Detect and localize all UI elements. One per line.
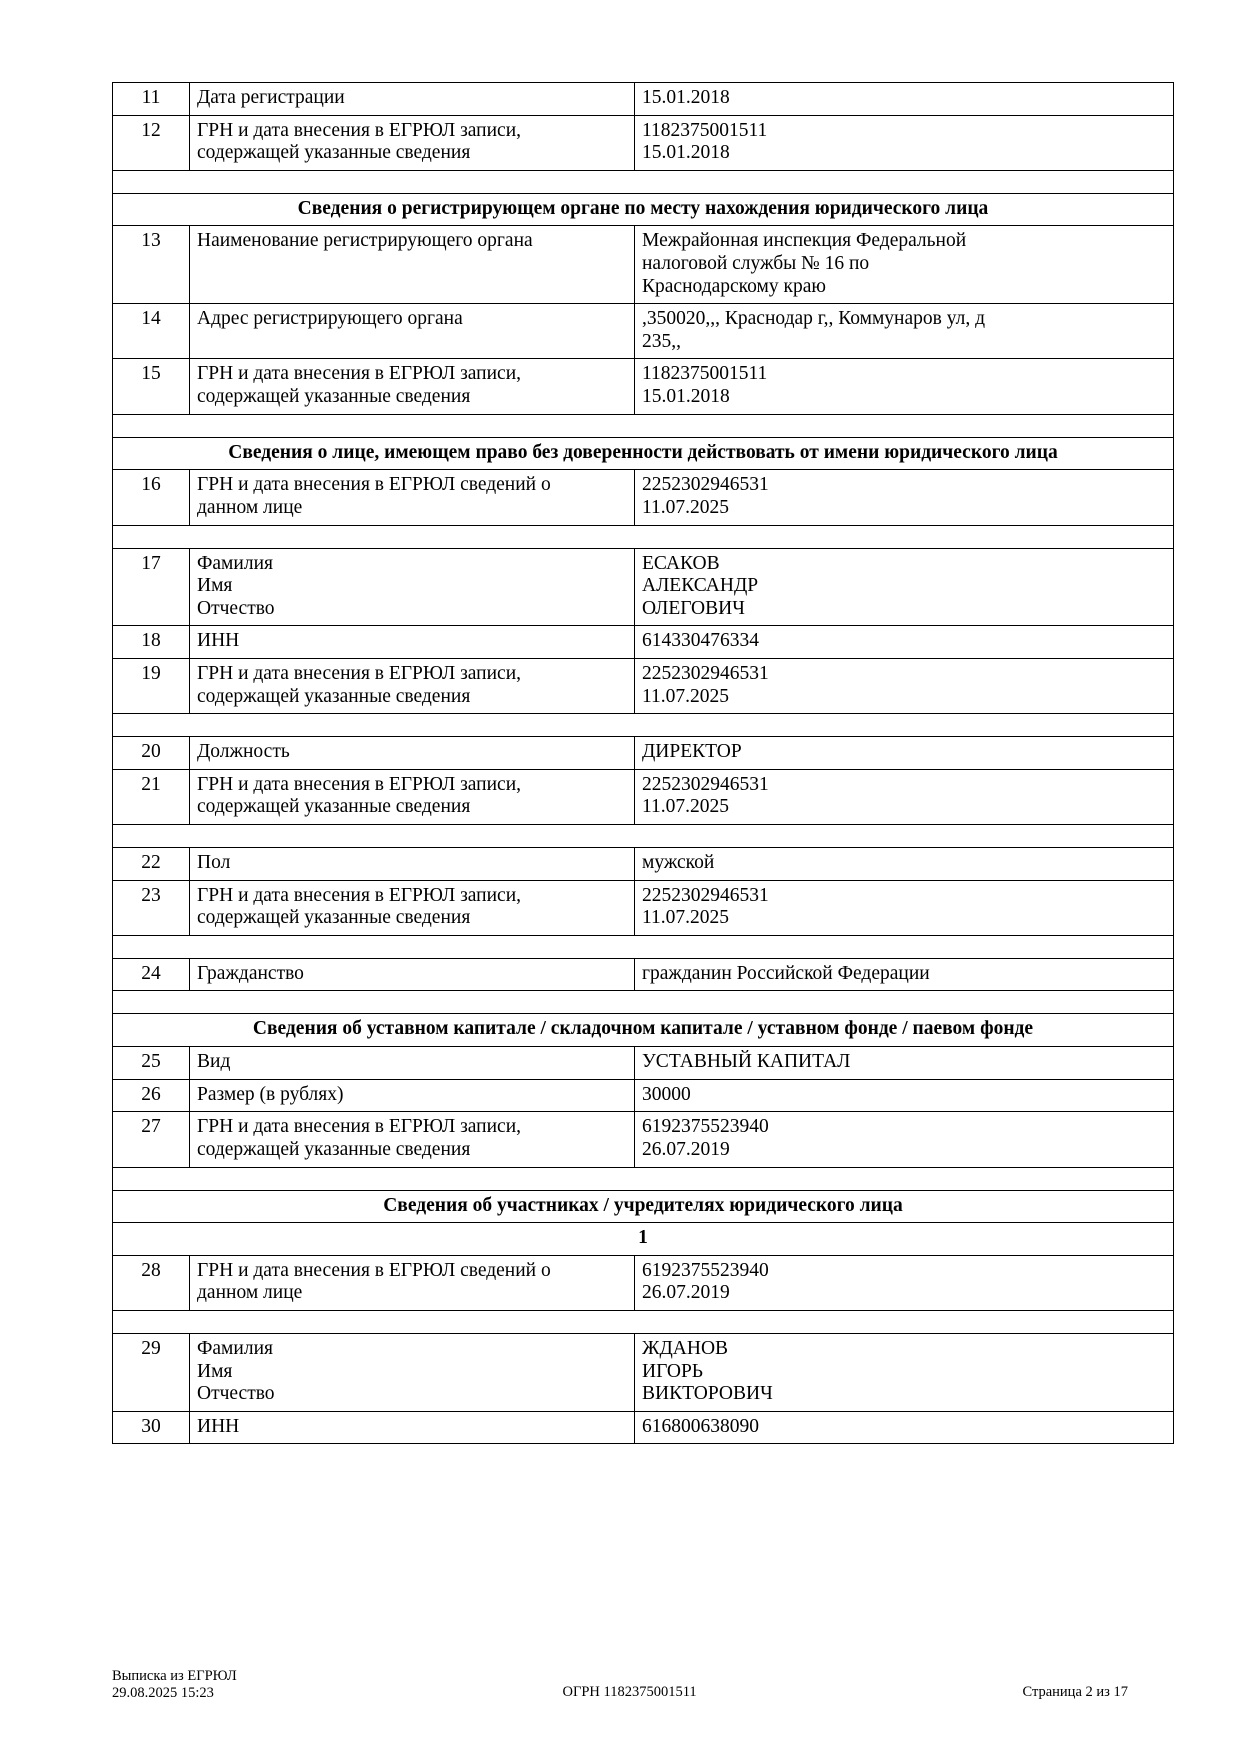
row-number: 29 <box>113 1333 190 1411</box>
spacer-cell <box>113 525 1174 548</box>
table-spacer-row <box>113 1310 1174 1333</box>
row-label-line: содержащей указанные сведения <box>197 1138 471 1160</box>
table-row <box>113 1112 1174 1167</box>
row-label-line: Размер (в рублях) <box>197 1083 344 1105</box>
table-row <box>113 1079 1174 1112</box>
table-body <box>113 83 1174 1444</box>
row-value-line: ЖДАНОВ <box>642 1337 729 1359</box>
subsection-heading: 1 <box>113 1223 1174 1256</box>
row-value-line: 30000 <box>642 1083 691 1105</box>
table-section-row <box>113 1014 1174 1047</box>
row-label <box>190 1047 635 1080</box>
row-value-line: ВИКТОРОВИЧ <box>642 1383 773 1405</box>
table-spacer-row <box>113 1167 1174 1190</box>
row-label-line: ГРН и дата внесения в ЕГРЮЛ записи, <box>197 363 522 385</box>
row-label-line: ГРН и дата внесения в ЕГРЮЛ записи, <box>197 1116 522 1138</box>
table-row <box>113 83 1174 116</box>
row-number: 19 <box>113 658 190 713</box>
table-row <box>113 226 1174 304</box>
row-label-line: ГРН и дата внесения в ЕГРЮЛ записи, <box>197 662 522 684</box>
row-label-line: Имя <box>197 575 233 597</box>
row-label-line: Пол <box>197 852 231 874</box>
row-label-line: ГРН и дата внесения в ЕГРЮЛ записи, <box>197 119 522 141</box>
row-value-line: 11.07.2025 <box>642 496 730 518</box>
row-number: 25 <box>113 1047 190 1080</box>
table-spacer-row <box>113 170 1174 193</box>
row-value-line: 2252302946531 <box>642 884 769 906</box>
row-value-line: 6192375523940 <box>642 1259 769 1281</box>
row-label-line: содержащей указанные сведения <box>197 907 471 929</box>
row-label <box>190 658 635 713</box>
row-value <box>635 1047 1174 1080</box>
row-value <box>635 304 1174 359</box>
row-value-line: 15.01.2018 <box>642 142 730 164</box>
section-heading: Сведения о регистрирующем органе по месту нахождения юридического лица <box>113 193 1174 226</box>
row-label-line: ГРН и дата внесения в ЕГРЮЛ сведений о <box>197 1259 551 1281</box>
footer-ogrn: ОГРН 1182375001511 <box>562 1684 697 1701</box>
table-section-row <box>113 437 1174 470</box>
table-row <box>113 304 1174 359</box>
row-number: 23 <box>113 880 190 935</box>
spacer-cell <box>113 1167 1174 1190</box>
table-row <box>113 470 1174 525</box>
row-value-line: ОЛЕГОВИЧ <box>642 597 745 619</box>
row-label-line: содержащей указанные сведения <box>197 386 471 408</box>
row-label-line: ИНН <box>197 630 240 652</box>
row-number: 13 <box>113 226 190 304</box>
row-value <box>635 958 1174 991</box>
footer-document-title: Выписка из ЕГРЮЛ <box>112 1667 237 1684</box>
row-label <box>190 769 635 824</box>
row-value <box>635 115 1174 170</box>
table-spacer-row <box>113 991 1174 1014</box>
row-number: 28 <box>113 1255 190 1310</box>
row-value-line: 616800638090 <box>642 1415 759 1437</box>
row-value-line: ИГОРЬ <box>642 1360 703 1382</box>
row-number: 16 <box>113 470 190 525</box>
row-number: 11 <box>113 83 190 116</box>
row-value <box>635 1333 1174 1411</box>
row-label <box>190 226 635 304</box>
row-value <box>635 83 1174 116</box>
table-row <box>113 880 1174 935</box>
row-label-line: ИНН <box>197 1415 240 1437</box>
section-heading: Сведения о лице, имеющем право без доверенности действовать от имени юридического лица <box>113 437 1174 470</box>
table-row <box>113 359 1174 414</box>
row-value <box>635 880 1174 935</box>
table-spacer-row <box>113 825 1174 848</box>
row-label <box>190 304 635 359</box>
row-label-line: Фамилия <box>197 552 273 574</box>
row-value-line: УСТАВНЫЙ КАПИТАЛ <box>642 1051 851 1073</box>
row-number: 14 <box>113 304 190 359</box>
row-value-line: налоговой службы № 16 по <box>642 253 870 275</box>
row-label <box>190 1079 635 1112</box>
footer-left-block <box>112 1668 237 1703</box>
row-value <box>635 359 1174 414</box>
row-value-line: Межрайонная инспекция Федеральной <box>642 230 967 252</box>
row-value <box>635 658 1174 713</box>
table-row <box>113 769 1174 824</box>
row-label-line: данном лице <box>197 1282 303 1304</box>
egrul-data-table <box>112 82 1174 1444</box>
table-row <box>113 658 1174 713</box>
table-row <box>113 626 1174 659</box>
row-value <box>635 1079 1174 1112</box>
table-row <box>113 115 1174 170</box>
row-label <box>190 548 635 626</box>
table-spacer-row <box>113 714 1174 737</box>
section-heading: Сведения об участниках / учредителях юридического лица <box>113 1190 1174 1223</box>
row-value-line: 6192375523940 <box>642 1116 769 1138</box>
table-row <box>113 548 1174 626</box>
table-row <box>113 1333 1174 1411</box>
spacer-cell <box>113 825 1174 848</box>
table-spacer-row <box>113 414 1174 437</box>
row-value <box>635 848 1174 881</box>
row-label <box>190 83 635 116</box>
row-number: 15 <box>113 359 190 414</box>
row-value-line: 26.07.2019 <box>642 1282 730 1304</box>
row-label-line: Должность <box>197 741 290 763</box>
table-row <box>113 1255 1174 1310</box>
row-value-line: 11.07.2025 <box>642 907 730 929</box>
row-number: 22 <box>113 848 190 881</box>
page-footer <box>112 1668 1128 1703</box>
table-section-row <box>113 193 1174 226</box>
row-value-line: ЕСАКОВ <box>642 552 720 574</box>
row-value-line: АЛЕКСАНДР <box>642 575 759 597</box>
row-number: 24 <box>113 958 190 991</box>
row-label <box>190 848 635 881</box>
row-value <box>635 1112 1174 1167</box>
row-value-line: 11.07.2025 <box>642 685 730 707</box>
row-label <box>190 1333 635 1411</box>
row-label <box>190 880 635 935</box>
row-value-line: Краснодарскому краю <box>642 275 826 297</box>
spacer-cell <box>113 170 1174 193</box>
row-value <box>635 1255 1174 1310</box>
row-number: 27 <box>113 1112 190 1167</box>
table-subsection-row <box>113 1223 1174 1256</box>
row-number: 20 <box>113 737 190 770</box>
row-label-line: Дата регистрации <box>197 87 345 108</box>
row-label-line: содержащей указанные сведения <box>197 796 471 818</box>
row-value-line: ,350020,,, Краснодар г,, Коммунаров ул, д <box>642 308 986 330</box>
row-number: 18 <box>113 626 190 659</box>
spacer-cell <box>113 414 1174 437</box>
spacer-cell <box>113 935 1174 958</box>
row-value-line: ДИРЕКТОР <box>642 741 742 763</box>
row-value-line: 235,, <box>642 330 681 352</box>
row-label <box>190 1411 635 1444</box>
footer-row <box>112 1668 1128 1703</box>
row-label-line: Адрес регистрирующего органа <box>197 308 463 330</box>
row-value-line: 2252302946531 <box>642 662 769 684</box>
row-number: 26 <box>113 1079 190 1112</box>
row-value-line: 15.01.2018 <box>642 386 730 408</box>
row-value <box>635 1411 1174 1444</box>
row-label <box>190 359 635 414</box>
row-number: 12 <box>113 115 190 170</box>
table-row <box>113 1411 1174 1444</box>
row-label-line: ГРН и дата внесения в ЕГРЮЛ сведений о <box>197 474 551 496</box>
table-section-row <box>113 1190 1174 1223</box>
spacer-cell <box>113 1310 1174 1333</box>
row-label-line: Гражданство <box>197 962 304 984</box>
row-number: 30 <box>113 1411 190 1444</box>
row-value-line: 614330476334 <box>642 630 759 652</box>
row-value-line: 11.07.2025 <box>642 796 730 818</box>
row-value <box>635 226 1174 304</box>
table-row <box>113 737 1174 770</box>
row-value <box>635 737 1174 770</box>
row-value-line: 2252302946531 <box>642 474 769 496</box>
row-label-line: данном лице <box>197 496 303 518</box>
table-row <box>113 848 1174 881</box>
row-label-line: Наименование регистрирующего органа <box>197 230 533 252</box>
row-label <box>190 626 635 659</box>
row-value <box>635 470 1174 525</box>
row-label-line: Отчество <box>197 1383 275 1405</box>
row-label <box>190 958 635 991</box>
row-value-line: 15.01.2018 <box>642 87 730 108</box>
table-spacer-row <box>113 935 1174 958</box>
footer-timestamp: 29.08.2025 15:23 <box>112 1685 214 1702</box>
row-value-line: мужской <box>642 852 715 874</box>
table-row <box>113 1047 1174 1080</box>
row-value-line: 1182375001511 <box>642 363 768 385</box>
spacer-cell <box>113 991 1174 1014</box>
row-value-line: 1182375001511 <box>642 119 768 141</box>
row-label-line: ГРН и дата внесения в ЕГРЮЛ записи, <box>197 884 522 906</box>
row-label-line: ГРН и дата внесения в ЕГРЮЛ записи, <box>197 773 522 795</box>
row-label-line: содержащей указанные сведения <box>197 685 471 707</box>
row-label-line: Фамилия <box>197 1337 273 1359</box>
row-label <box>190 1112 635 1167</box>
footer-page-number: Страница 2 из 17 <box>1022 1684 1128 1701</box>
row-label-line: Имя <box>197 1360 233 1382</box>
row-value <box>635 626 1174 659</box>
row-label <box>190 470 635 525</box>
table-spacer-row <box>113 525 1174 548</box>
spacer-cell <box>113 714 1174 737</box>
row-label <box>190 737 635 770</box>
row-label-line: Вид <box>197 1051 231 1073</box>
row-number: 21 <box>113 769 190 824</box>
row-value-line: 26.07.2019 <box>642 1138 730 1160</box>
row-value-line: 2252302946531 <box>642 773 769 795</box>
row-label-line: Отчество <box>197 597 275 619</box>
row-value <box>635 548 1174 626</box>
row-value-line: гражданин Российской Федерации <box>642 962 930 984</box>
row-label <box>190 115 635 170</box>
row-label-line: содержащей указанные сведения <box>197 142 471 164</box>
table-row <box>113 958 1174 991</box>
row-value <box>635 769 1174 824</box>
row-number: 17 <box>113 548 190 626</box>
row-label <box>190 1255 635 1310</box>
section-heading: Сведения об уставном капитале / складочном капитале / уставном фонде / паевом фонде <box>113 1014 1174 1047</box>
